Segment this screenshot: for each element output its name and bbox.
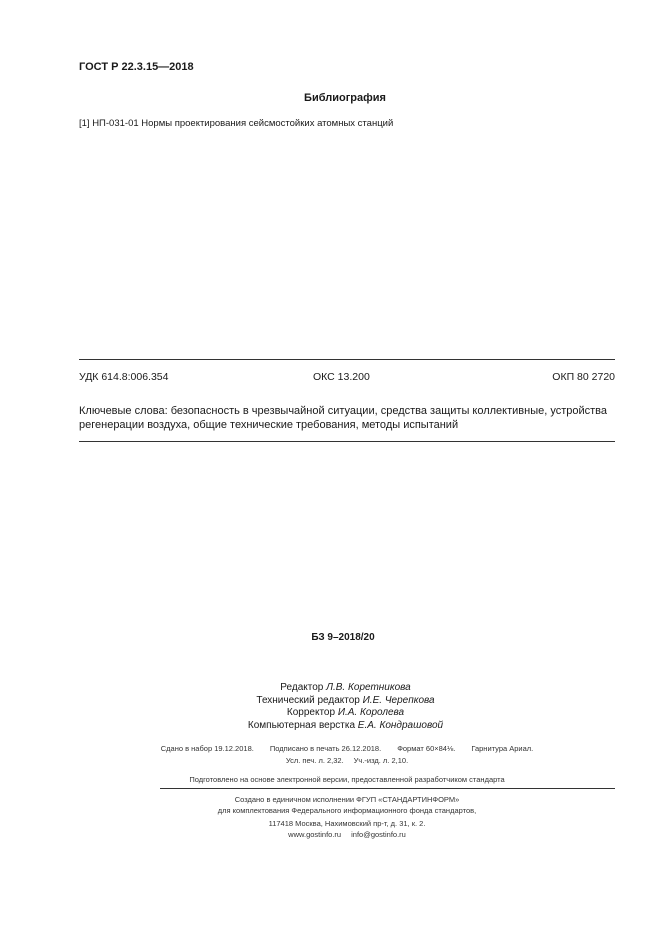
prepared-note: Подготовлено на основе электронной версии, предоставленной разработчиком стандарта: [189, 775, 505, 784]
editors-block: [0, 682, 661, 732]
editor-name: Е.А. Кондрашовой: [357, 719, 444, 731]
imprint-typeset-date: Сдано в набор 19.12.2018.: [160, 744, 254, 753]
editor-role: Компьютерная верстка: [247, 719, 356, 731]
udk-code: УДК 614.8:006.354: [79, 371, 169, 383]
imprint-typeface: Гарнитура Ариал.: [471, 744, 534, 753]
imprint-publisher-sheets: Уч.-изд. л. 2,10.: [353, 756, 409, 765]
divider-imprint: [160, 788, 615, 789]
editor-role: Корректор: [286, 707, 336, 718]
editor-name: И.А. Королева: [337, 707, 405, 718]
editor-role: Редактор: [280, 682, 324, 693]
address-block: [0, 818, 661, 840]
okp-code: ОКП 80 2720: [552, 371, 615, 383]
publisher-address: 117418 Москва, Нахимовский пр-т, д. 31, к. 2.: [268, 819, 426, 828]
editor-role: Технический редактор: [256, 694, 360, 706]
publisher-email-link[interactable]: info@gostinfo.ru: [351, 830, 406, 839]
editor-line: [30, 682, 661, 695]
bz-number: БЗ 9–2018/20: [311, 632, 375, 643]
publisher-line-1: Создано в единичном исполнении ФГУП «СТАНДАРТИНФОРМ»: [234, 795, 460, 804]
divider-bottom: [79, 441, 615, 442]
editor-line: [30, 720, 661, 733]
editor-line: [30, 695, 661, 708]
publisher-website-link[interactable]: www.gostinfo.ru: [288, 830, 342, 839]
imprint-format: Формат 60×84⅛.: [397, 744, 456, 753]
editor-name: И.Е. Черепкова: [362, 694, 435, 706]
imprint-print-sheets: Усл. печ. л. 2,32.: [285, 756, 344, 765]
imprint-line-2: [0, 756, 661, 765]
editor-name: Л.В. Коретникова: [326, 682, 411, 693]
publisher-block: [0, 794, 661, 816]
keywords: Ключевые слова: безопасность в чрезвычайной ситуации, средства защиты коллективные, устройства регенерации воздуха, общие технические требования, методы испытаний: [79, 405, 608, 431]
publisher-line-2: для комплектования Федерального информационного фонда стандартов,: [217, 806, 477, 815]
imprint-print-date: Подписано в печать 26.12.2018.: [269, 744, 382, 753]
imprint-line-1: [0, 744, 661, 753]
bibliography-title: Библиография: [304, 92, 386, 104]
bibliography-entry: [1] НП-031-01 Нормы проектирования сейсмостойких атомных станций: [79, 118, 394, 129]
oks-code: ОКС 13.200: [313, 371, 370, 383]
standard-header: ГОСТ Р 22.3.15—2018: [79, 61, 194, 73]
editor-line: [30, 707, 661, 720]
divider-top: [79, 359, 615, 360]
